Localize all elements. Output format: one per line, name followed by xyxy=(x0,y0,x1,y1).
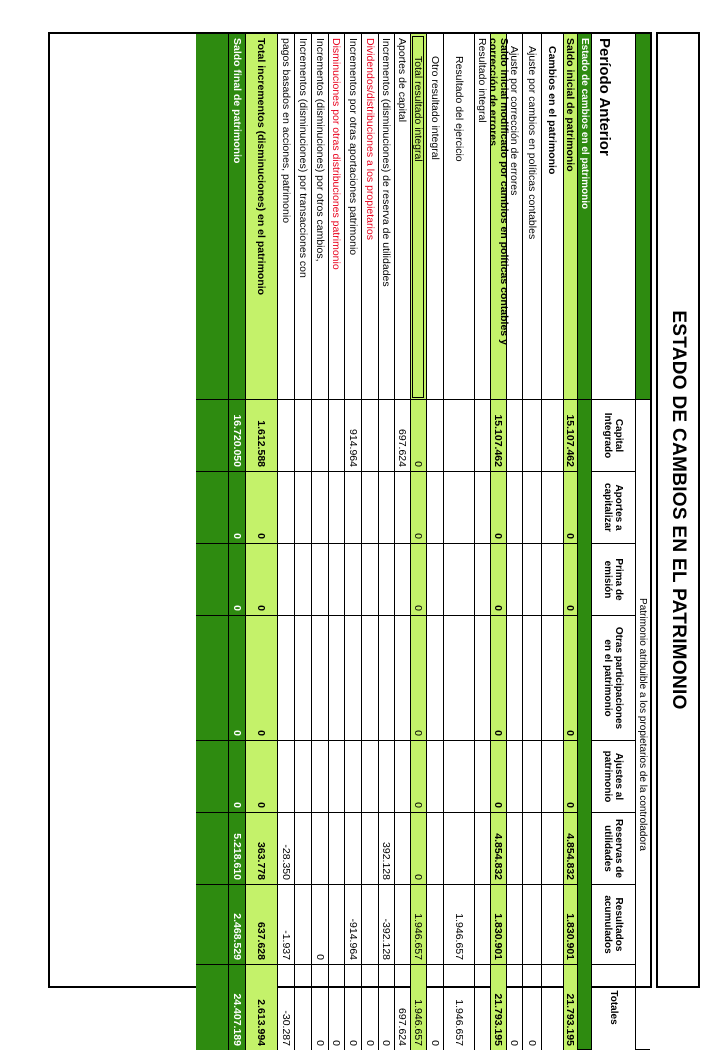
cell-cambios-header-col7 xyxy=(541,885,563,965)
cell-reserva-utilidades-col6: 392.128 xyxy=(378,813,394,885)
cell-otro-resultado-col8: 0 xyxy=(426,965,443,1050)
cell-otro-resultado-col4 xyxy=(426,616,443,741)
cell-cambios-header-col3 xyxy=(541,544,563,616)
filler-cell xyxy=(211,965,228,1050)
cell-otro-resultado-col5 xyxy=(426,741,443,813)
filler-cell xyxy=(196,472,211,544)
cell-aportes-capital-col2 xyxy=(394,472,410,544)
cell-total-resultado-integral-col6: 0 xyxy=(410,813,426,885)
cell-otros-cambios-col8: 0 xyxy=(311,965,328,1050)
cell-resultado-ejercicio-col8: 1.946.657 xyxy=(443,965,474,1050)
cell-transacciones-acciones-2-col2 xyxy=(277,472,294,544)
filler-cell xyxy=(196,885,211,965)
cell-saldo-final-col2: 0 xyxy=(228,472,245,544)
cell-ajuste-errores-col4 xyxy=(506,616,522,741)
filler-cell xyxy=(211,813,228,885)
cell-total-incrementos-col4: 0 xyxy=(245,616,277,741)
cell-aportes-capital-col4 xyxy=(394,616,410,741)
cell-saldo-final-col7: 2.468.529 xyxy=(228,885,245,965)
cell-cambios-header-col5 xyxy=(541,741,563,813)
cell-saldo-modificado-col1: 15.107.462 xyxy=(490,400,506,472)
cell-otras-aportaciones-col1: 914.964 xyxy=(344,400,361,472)
col-header-otras: Otras participaciones en el patrimonio xyxy=(591,616,635,741)
cell-resultado-integral-header-col8 xyxy=(474,965,490,1050)
cell-otros-cambios-col6 xyxy=(311,813,328,885)
row-label-saldo-inicial: Saldo inicial de patrimonio xyxy=(563,34,577,400)
cell-cambios-header-col4 xyxy=(541,616,563,741)
equity-statement-table xyxy=(48,32,652,1046)
cell-transacciones-acciones-1-col1 xyxy=(294,400,311,472)
cell-dividendos-col3 xyxy=(361,544,378,616)
filler-cell xyxy=(211,616,228,741)
cell-ajuste-politicas-col1 xyxy=(522,400,541,472)
col-header-ajustes: Ajustes al patrimonio xyxy=(591,741,635,813)
row-label-ajuste-politicas: Ajuste por cambios en políticas contables xyxy=(522,34,541,400)
row-label-dividendos: Dividendos/distribuciones a los propietarios xyxy=(361,34,378,400)
cell-saldo-final-col3: 0 xyxy=(228,544,245,616)
cell-cambios-header-col2 xyxy=(541,472,563,544)
cell-saldo-inicial-col8: 21.793.195 xyxy=(563,965,577,1050)
row-label-otras-distribuciones: Disminuciones por otras distribuciones patrimonio xyxy=(328,34,344,400)
cell-transacciones-acciones-1-col7 xyxy=(294,885,311,965)
cell-total-incrementos-col1: 1.612.588 xyxy=(245,400,277,472)
cell-saldo-final-col1: 16.720.050 xyxy=(228,400,245,472)
cell-transacciones-acciones-2-col3 xyxy=(277,544,294,616)
cell-otras-distribuciones-col2 xyxy=(328,472,344,544)
col-header-reservas: Reservas de utilidades xyxy=(591,813,635,885)
cell-transacciones-acciones-1-col5 xyxy=(294,741,311,813)
cell-otro-resultado-col3 xyxy=(426,544,443,616)
cell-otro-resultado-col6 xyxy=(426,813,443,885)
row-label-resultado-ejercicio: Resultado del ejercicio xyxy=(443,34,474,400)
cell-total-resultado-integral-col1: 0 xyxy=(410,400,426,472)
cell-ajuste-politicas-col8: 0 xyxy=(522,965,541,1050)
cell-otro-resultado-col1 xyxy=(426,400,443,472)
cell-otras-aportaciones-col7: -914.964 xyxy=(344,885,361,965)
cell-otras-aportaciones-col3 xyxy=(344,544,361,616)
col-header-aportes: Aportes a capitalizar xyxy=(591,472,635,544)
filler-cell xyxy=(196,400,211,472)
cell-ajuste-errores-col6 xyxy=(506,813,522,885)
cell-transacciones-acciones-1-col8 xyxy=(294,965,311,1050)
col-header-prima: Prima de emisión xyxy=(591,544,635,616)
cell-transacciones-acciones-2-col6: -28.350 xyxy=(277,813,294,885)
cell-ajuste-politicas-col5 xyxy=(522,741,541,813)
document-title: ESTADO DE CAMBIOS EN EL PATRIMONIO xyxy=(656,32,700,988)
filler-cell xyxy=(211,400,228,472)
cell-aportes-capital-col1: 697.624 xyxy=(394,400,410,472)
cell-aportes-capital-col6 xyxy=(394,813,410,885)
cell-resultado-integral-header-col1 xyxy=(474,400,490,472)
cell-saldo-inicial-col5: 0 xyxy=(563,741,577,813)
cell-resultado-ejercicio-col4 xyxy=(443,616,474,741)
cell-total-incrementos-col7: 637.628 xyxy=(245,885,277,965)
header-spacer-top xyxy=(635,34,650,400)
row-label-otros-cambios: Incrementos (disminuciones) por otros cambios, xyxy=(311,34,328,400)
row-label-transacciones-acciones-1: Incrementos (disminuciones) por transacciones con xyxy=(294,34,311,400)
cell-transacciones-acciones-1-col2 xyxy=(294,472,311,544)
cell-saldo-inicial-col2: 0 xyxy=(563,472,577,544)
cell-aportes-capital-col8: 697.624 xyxy=(394,965,410,1050)
cell-otras-distribuciones-col7 xyxy=(328,885,344,965)
cell-otras-distribuciones-col3 xyxy=(328,544,344,616)
cell-total-resultado-integral-col3: 0 xyxy=(410,544,426,616)
row-label-ajuste-errores: Ajuste por corrección de errores xyxy=(506,34,522,400)
cell-transacciones-acciones-2-col4 xyxy=(277,616,294,741)
cell-ajuste-errores-col5 xyxy=(506,741,522,813)
cell-aportes-capital-col5 xyxy=(394,741,410,813)
group-header: Patrimonio atribuible a los propietarios de la controladora xyxy=(635,400,650,1050)
cell-saldo-inicial-col1: 15.107.462 xyxy=(563,400,577,472)
cell-otros-cambios-col2 xyxy=(311,472,328,544)
cell-saldo-final-col4: 0 xyxy=(228,616,245,741)
cell-total-resultado-integral-col2: 0 xyxy=(410,472,426,544)
cell-saldo-modificado-col4: 0 xyxy=(490,616,506,741)
cell-otros-cambios-col1 xyxy=(311,400,328,472)
cell-reserva-utilidades-col3 xyxy=(378,544,394,616)
cell-dividendos-col2 xyxy=(361,472,378,544)
cell-transacciones-acciones-2-col7: -1.937 xyxy=(277,885,294,965)
cell-total-resultado-integral-col7: 1.946.657 xyxy=(410,885,426,965)
cell-otras-distribuciones-col6 xyxy=(328,813,344,885)
filler-cell xyxy=(196,965,211,1050)
cell-resultado-ejercicio-col7: 1.946.657 xyxy=(443,885,474,965)
cell-ajuste-politicas-col3 xyxy=(522,544,541,616)
cell-transacciones-acciones-1-col6 xyxy=(294,813,311,885)
row-label-resultado-integral-header: Resultado integral xyxy=(474,34,490,400)
cell-ajuste-politicas-col2 xyxy=(522,472,541,544)
filler-cell xyxy=(211,741,228,813)
filler-cell xyxy=(211,885,228,965)
section-header-fill xyxy=(577,400,591,1050)
row-label-saldo-modificado: Saldo inicial modificado por cambios en políticas contables y corrección de errores xyxy=(490,34,506,400)
cell-cambios-header-col6 xyxy=(541,813,563,885)
cell-transacciones-acciones-1-col4 xyxy=(294,616,311,741)
cell-cambios-header-col1 xyxy=(541,400,563,472)
filler-cell xyxy=(196,544,211,616)
cell-total-resultado-integral-col8: 1.946.657 xyxy=(410,965,426,1050)
col-header-totales: Totales xyxy=(591,965,635,1050)
filler-cell xyxy=(196,34,211,400)
row-label-total-incrementos: Total incrementos (disminuciones) en el patrimonio xyxy=(245,34,277,400)
cell-transacciones-acciones-2-col8: -30.287 xyxy=(277,965,294,1050)
cell-total-resultado-integral-col4: 0 xyxy=(410,616,426,741)
cell-total-resultado-integral-col5: 0 xyxy=(410,741,426,813)
cell-otras-distribuciones-col5 xyxy=(328,741,344,813)
cell-resultado-integral-header-col3 xyxy=(474,544,490,616)
cell-total-incrementos-col6: 363.778 xyxy=(245,813,277,885)
cell-ajuste-errores-col2 xyxy=(506,472,522,544)
cell-resultado-ejercicio-col3 xyxy=(443,544,474,616)
cell-otras-aportaciones-col6 xyxy=(344,813,361,885)
cell-saldo-modificado-col2: 0 xyxy=(490,472,506,544)
cell-cambios-header-col8 xyxy=(541,965,563,1050)
cell-saldo-inicial-col7: 1.830.901 xyxy=(563,885,577,965)
cell-dividendos-col6 xyxy=(361,813,378,885)
filler-cell xyxy=(196,813,211,885)
cell-saldo-inicial-col4: 0 xyxy=(563,616,577,741)
cell-total-incrementos-col2: 0 xyxy=(245,472,277,544)
cell-otras-distribuciones-col4 xyxy=(328,616,344,741)
cell-resultado-ejercicio-col1 xyxy=(443,400,474,472)
cell-ajuste-politicas-col4 xyxy=(522,616,541,741)
cell-transacciones-acciones-2-col5 xyxy=(277,741,294,813)
row-label-aportes-capital: Aportes de capital xyxy=(394,34,410,400)
cell-dividendos-col5 xyxy=(361,741,378,813)
cell-ajuste-politicas-col6 xyxy=(522,813,541,885)
cell-otros-cambios-col7: 0 xyxy=(311,885,328,965)
cell-aportes-capital-col7 xyxy=(394,885,410,965)
row-label-otro-resultado: Otro resultado integral xyxy=(426,34,443,400)
cell-otro-resultado-col2 xyxy=(426,472,443,544)
cell-resultado-integral-header-col4 xyxy=(474,616,490,741)
cell-resultado-ejercicio-col5 xyxy=(443,741,474,813)
cell-ajuste-politicas-col7 xyxy=(522,885,541,965)
cell-otras-distribuciones-col1 xyxy=(328,400,344,472)
cell-saldo-inicial-col3: 0 xyxy=(563,544,577,616)
cell-reserva-utilidades-col7: -392.128 xyxy=(378,885,394,965)
cell-resultado-ejercicio-col2 xyxy=(443,472,474,544)
row-label-saldo-final: Saldo final de patrimonio xyxy=(228,34,245,400)
cell-reserva-utilidades-col8: 0 xyxy=(378,965,394,1050)
row-label-transacciones-acciones-2: pagos basados en acciones, patrimonio xyxy=(277,34,294,400)
cell-reserva-utilidades-col1 xyxy=(378,400,394,472)
row-label-reserva-utilidades: Incrementos (disminuciones) de reserva de utilidades xyxy=(378,34,394,400)
cell-dividendos-col7 xyxy=(361,885,378,965)
cell-saldo-modificado-col8: 21.793.195 xyxy=(490,965,506,1050)
cell-reserva-utilidades-col4 xyxy=(378,616,394,741)
cell-aportes-capital-col3 xyxy=(394,544,410,616)
cell-dividendos-col4 xyxy=(361,616,378,741)
cell-resultado-ejercicio-col6 xyxy=(443,813,474,885)
cell-resultado-integral-header-col6 xyxy=(474,813,490,885)
cell-total-incrementos-col5: 0 xyxy=(245,741,277,813)
filler-cell xyxy=(196,741,211,813)
cell-transacciones-acciones-2-col1 xyxy=(277,400,294,472)
col-header-resultados: Resultados acumulados xyxy=(591,885,635,965)
cell-saldo-modificado-col5: 0 xyxy=(490,741,506,813)
cell-resultado-integral-header-col2 xyxy=(474,472,490,544)
cell-transacciones-acciones-1-col3 xyxy=(294,544,311,616)
row-label-otras-aportaciones: Incrementos por otras aportaciones patrimonio xyxy=(344,34,361,400)
cell-otro-resultado-col7 xyxy=(426,885,443,965)
cell-otros-cambios-col4 xyxy=(311,616,328,741)
filler-cell xyxy=(211,34,228,400)
cell-otras-aportaciones-col4 xyxy=(344,616,361,741)
cell-dividendos-col1 xyxy=(361,400,378,472)
section-header: Estado de cambios en el patrimonio xyxy=(577,34,591,400)
cell-saldo-final-col6: 5.218.610 xyxy=(228,813,245,885)
cell-otras-aportaciones-col8: 0 xyxy=(344,965,361,1050)
cell-saldo-modificado-col3: 0 xyxy=(490,544,506,616)
cell-otros-cambios-col3 xyxy=(311,544,328,616)
period-label: Período Anterior xyxy=(591,34,635,400)
cell-reserva-utilidades-col5 xyxy=(378,741,394,813)
cell-reserva-utilidades-col2 xyxy=(378,472,394,544)
row-label-cambios-header: Cambios en el patrimonio xyxy=(541,34,563,400)
filler-cell xyxy=(211,544,228,616)
cell-ajuste-errores-col1 xyxy=(506,400,522,472)
cell-saldo-final-col5: 0 xyxy=(228,741,245,813)
row-label-total-resultado-integral: Total resultado integral xyxy=(410,34,426,400)
cell-otros-cambios-col5 xyxy=(311,741,328,813)
cell-otras-distribuciones-col8: 0 xyxy=(328,965,344,1050)
cell-ajuste-errores-col7 xyxy=(506,885,522,965)
cell-total-incrementos-col8: 2.613.994 xyxy=(245,965,277,1050)
filler-cell xyxy=(211,472,228,544)
cell-saldo-final-col8: 24.407.189 xyxy=(228,965,245,1050)
cell-saldo-inicial-col6: 4.854.832 xyxy=(563,813,577,885)
cell-resultado-integral-header-col7 xyxy=(474,885,490,965)
cell-resultado-integral-header-col5 xyxy=(474,741,490,813)
rotated-document-page xyxy=(45,32,700,1046)
cell-saldo-modificado-col7: 1.830.901 xyxy=(490,885,506,965)
cell-otras-aportaciones-col2 xyxy=(344,472,361,544)
cell-otras-aportaciones-col5 xyxy=(344,741,361,813)
filler-cell xyxy=(196,616,211,741)
cell-dividendos-col8: 0 xyxy=(361,965,378,1050)
cell-saldo-modificado-col6: 4.854.832 xyxy=(490,813,506,885)
cell-ajuste-errores-col8: 0 xyxy=(506,965,522,1050)
cell-total-incrementos-col3: 0 xyxy=(245,544,277,616)
cell-ajuste-errores-col3 xyxy=(506,544,522,616)
col-header-capital: Capital Integrado xyxy=(591,400,635,472)
